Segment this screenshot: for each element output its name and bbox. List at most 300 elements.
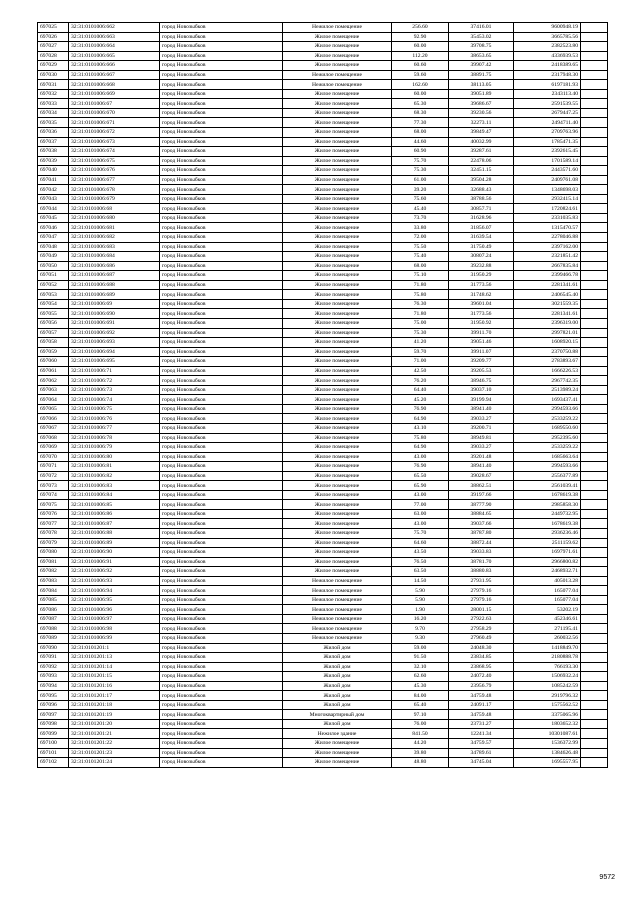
table-row [38, 586, 608, 596]
cell-unit-price: 38949.81 [449, 433, 514, 443]
cell-cadastral-number: 32:31:0101006:674 [69, 147, 160, 157]
cell-object-type: Жилое помещение [283, 443, 392, 453]
cell-cadastral-value: 2396319.00 [514, 318, 581, 328]
cell-empty [581, 309, 608, 319]
table-row [38, 385, 608, 395]
cell-cadastral-value: 2533259.22 [514, 414, 581, 424]
cell-area: 45.40 [392, 204, 449, 214]
cell-object-type: Жилое помещение [283, 166, 392, 176]
cell-object-type: Жилое помещение [283, 156, 392, 166]
cell-empty [581, 710, 608, 720]
cell-object-type: Жилое помещение [283, 404, 392, 414]
cell-cadastral-number: 32:31:0101006:669 [69, 89, 160, 99]
cell-cadastral-value: 2317948.30 [514, 70, 581, 80]
cell-cadastral-value: 405013.28 [514, 576, 581, 586]
cell-object-type: Жилое помещение [283, 99, 392, 109]
cell-area: 60.00 [392, 89, 449, 99]
cell-area: 43.00 [392, 452, 449, 462]
cell-area: 44.60 [392, 137, 449, 147]
cell-object-type: Жилой дом [283, 719, 392, 729]
cell-cadastral-value: 1678619.38 [514, 490, 581, 500]
table-row [38, 710, 608, 720]
cell-address: город Новозыбков [160, 213, 283, 223]
cell-unit-price: 34759.57 [449, 739, 514, 749]
cell-address: город Новозыбков [160, 662, 283, 672]
cell-cadastral-number: 32:31:0101006:81 [69, 462, 160, 472]
cell-area: 41.20 [392, 338, 449, 348]
table-row [38, 395, 608, 405]
cell-row-id: 697032 [38, 89, 69, 99]
cell-cadastral-value: 3665785.56 [514, 32, 581, 42]
cell-row-id: 697069 [38, 443, 69, 453]
cell-address: город Новозыбков [160, 233, 283, 243]
cell-cadastral-number: 32:31:0101201:15 [69, 672, 160, 682]
cell-address: город Новозыбков [160, 32, 283, 42]
cell-object-type: Жилой дом [283, 691, 392, 701]
cell-unit-price: 30857.71 [449, 204, 514, 214]
cell-row-id: 697057 [38, 328, 69, 338]
table-row [38, 70, 608, 80]
table-row [38, 128, 608, 138]
cell-empty [581, 691, 608, 701]
cell-row-id: 697094 [38, 681, 69, 691]
cell-area: 5.90 [392, 586, 449, 596]
cell-cadastral-value: 10301087.61 [514, 729, 581, 739]
cell-row-id: 697083 [38, 576, 69, 586]
table-row [38, 414, 608, 424]
cell-area: 76.30 [392, 299, 449, 309]
cell-address: город Новозыбков [160, 691, 283, 701]
cell-address: город Новозыбков [160, 719, 283, 729]
cell-area: 59.60 [392, 70, 449, 80]
cell-area: 73.70 [392, 213, 449, 223]
cell-address: город Новозыбков [160, 309, 283, 319]
cell-cadastral-number: 32:31:0101006:84 [69, 490, 160, 500]
cell-cadastral-value: 165077.04 [514, 595, 581, 605]
cell-object-type: Жилое помещение [283, 42, 392, 52]
cell-row-id: 697065 [38, 404, 69, 414]
cell-area: 75.10 [392, 271, 449, 281]
cell-object-type: Нежилое помещение [283, 634, 392, 644]
cell-empty [581, 318, 608, 328]
table-row [38, 452, 608, 462]
cell-cadastral-number: 32:31:0101006:76 [69, 414, 160, 424]
cell-object-type: Жилое помещение [283, 194, 392, 204]
cell-area: 75.30 [392, 166, 449, 176]
cell-area: 48.80 [392, 758, 449, 768]
cell-cadastral-value: 2180888.78 [514, 653, 581, 663]
cell-cadastral-number: 32:31:0101201:19 [69, 710, 160, 720]
cell-address: город Новозыбков [160, 99, 283, 109]
cell-unit-price: 30807.24 [449, 252, 514, 262]
cell-cadastral-number: 32:31:0101006:74 [69, 395, 160, 405]
cell-unit-price: 38862.51 [449, 481, 514, 491]
cell-cadastral-value: 2449732.95 [514, 509, 581, 519]
cell-unit-price: 35453.02 [449, 32, 514, 42]
cell-row-id: 697066 [38, 414, 69, 424]
cell-cadastral-number: 32:31:0101006:67 [69, 99, 160, 109]
cell-object-type: Жилое помещение [283, 357, 392, 367]
cell-unit-price: 40032.99 [449, 137, 514, 147]
table-row [38, 347, 608, 357]
cell-empty [581, 471, 608, 481]
table-row [38, 213, 608, 223]
cell-object-type: Жилое помещение [283, 366, 392, 376]
cell-empty [581, 280, 608, 290]
cell-cadastral-value: 1506932.24 [514, 672, 581, 682]
cell-cadastral-number: 32:31:0101006:681 [69, 223, 160, 233]
cell-row-id: 697042 [38, 185, 69, 195]
cell-area: 97.10 [392, 710, 449, 720]
cell-row-id: 697047 [38, 233, 69, 243]
cell-unit-price: 34745.04 [449, 758, 514, 768]
cell-unit-price: 31748.62 [449, 290, 514, 300]
cell-unit-price: 38777.90 [449, 500, 514, 510]
cell-unit-price: 39911.07 [449, 347, 514, 357]
table-row [38, 643, 608, 653]
cell-empty [581, 605, 608, 615]
table-row [38, 328, 608, 338]
cell-cadastral-value: 3375065.96 [514, 710, 581, 720]
cell-unit-price: 38891.75 [449, 70, 514, 80]
cell-empty [581, 739, 608, 749]
cell-object-type: Нежилое помещение [283, 70, 392, 80]
cell-cadastral-value: 2406545.40 [514, 290, 581, 300]
cell-object-type: Жилой дом [283, 681, 392, 691]
cell-cadastral-number: 32:31:0101006:80 [69, 452, 160, 462]
cell-empty [581, 261, 608, 271]
cell-unit-price: 39232.88 [449, 261, 514, 271]
cell-unit-price: 23834.85 [449, 653, 514, 663]
cell-unit-price: 38113.05 [449, 80, 514, 90]
cell-cadastral-value: 2533259.22 [514, 443, 581, 453]
cell-area: 60.60 [392, 61, 449, 71]
cell-area: 42.50 [392, 366, 449, 376]
cell-row-id: 697078 [38, 528, 69, 538]
cell-object-type: Жилое помещение [283, 500, 392, 510]
table-row [38, 739, 608, 749]
cell-row-id: 697055 [38, 309, 69, 319]
cell-address: город Новозыбков [160, 280, 283, 290]
cell-empty [581, 490, 608, 500]
cell-unit-price: 39033.27 [449, 443, 514, 453]
cell-object-type: Жилое помещение [283, 309, 392, 319]
cell-object-type: Жилое помещение [283, 32, 392, 42]
cell-cadastral-value: 2343113.40 [514, 89, 581, 99]
cell-empty [581, 32, 608, 42]
cell-empty [581, 338, 608, 348]
page-number: 9572 [599, 874, 615, 881]
cell-cadastral-number: 32:31:0101006:680 [69, 213, 160, 223]
cell-cadastral-number: 32:31:0101006:663 [69, 32, 160, 42]
cell-object-type: Жилое помещение [283, 462, 392, 472]
cell-object-type: Жилое помещение [283, 175, 392, 185]
cell-row-id: 697027 [38, 42, 69, 52]
cell-address: город Новозыбков [160, 51, 283, 61]
cell-cadastral-value: 2932415.14 [514, 194, 581, 204]
table-row [38, 758, 608, 768]
cell-address: город Новозыбков [160, 118, 283, 128]
table-row [38, 51, 608, 61]
cell-row-id: 697043 [38, 194, 69, 204]
table-row [38, 118, 608, 128]
cell-cadastral-number: 32:31:0101006:686 [69, 261, 160, 271]
cell-row-id: 697074 [38, 490, 69, 500]
cell-area: 16.20 [392, 614, 449, 624]
cell-address: город Новозыбков [160, 433, 283, 443]
cell-empty [581, 719, 608, 729]
cell-address: город Новозыбков [160, 471, 283, 481]
cell-cadastral-number: 32:31:0101201:23 [69, 748, 160, 758]
cell-unit-price: 32451.15 [449, 166, 514, 176]
cell-empty [581, 758, 608, 768]
cell-row-id: 697063 [38, 385, 69, 395]
cell-cadastral-number: 32:31:0101201:17 [69, 691, 160, 701]
cell-address: город Новозыбков [160, 414, 283, 424]
cell-unit-price: 38787.80 [449, 528, 514, 538]
registry-table [37, 22, 608, 768]
cell-area: 75.40 [392, 252, 449, 262]
cell-object-type: Жилое помещение [283, 481, 392, 491]
cell-area: 92.90 [392, 32, 449, 42]
cell-unit-price: 38781.70 [449, 557, 514, 567]
cell-cadastral-value: 2966800.82 [514, 557, 581, 567]
cell-row-id: 697051 [38, 271, 69, 281]
cell-cadastral-value: 2418389.65 [514, 61, 581, 71]
cell-object-type: Жилое помещение [283, 128, 392, 138]
cell-cadastral-number: 32:31:0101006:689 [69, 290, 160, 300]
cell-cadastral-value: 2443571.60 [514, 166, 581, 176]
cell-cadastral-value: 2997821.01 [514, 328, 581, 338]
table-row [38, 433, 608, 443]
cell-address: город Новозыбков [160, 443, 283, 453]
cell-unit-price: 12241.34 [449, 729, 514, 739]
table-row [38, 32, 608, 42]
cell-area: 64.40 [392, 385, 449, 395]
cell-address: город Новозыбков [160, 185, 283, 195]
cell-object-type: Жилое помещение [283, 414, 392, 424]
cell-area: 9.70 [392, 624, 449, 634]
cell-unit-price: 28001.15 [449, 605, 514, 615]
cell-cadastral-value: 2494711.40 [514, 118, 581, 128]
cell-address: город Новозыбков [160, 80, 283, 90]
cell-address: город Новозыбков [160, 366, 283, 376]
table-row [38, 595, 608, 605]
cell-empty [581, 433, 608, 443]
cell-unit-price: 38941.40 [449, 404, 514, 414]
cell-cadastral-value: 2278046.88 [514, 233, 581, 243]
cell-cadastral-value: 2591539.55 [514, 99, 581, 109]
cell-empty [581, 662, 608, 672]
cell-object-type: Жилое помещение [283, 223, 392, 233]
cell-cadastral-value: 1693437.41 [514, 395, 581, 405]
cell-empty [581, 672, 608, 682]
cell-row-id: 697033 [38, 99, 69, 109]
cell-address: город Новозыбков [160, 23, 283, 33]
cell-address: город Новозыбков [160, 338, 283, 348]
cell-address: город Новозыбков [160, 634, 283, 644]
cell-empty [581, 137, 608, 147]
cell-cadastral-value: 1720824.61 [514, 204, 581, 214]
cell-cadastral-number: 32:31:0101006:97 [69, 614, 160, 624]
cell-area: 59.00 [392, 643, 449, 653]
table-row [38, 23, 608, 33]
cell-cadastral-number: 32:31:0101006:90 [69, 548, 160, 558]
table-row [38, 338, 608, 348]
cell-cadastral-number: 32:31:0101006:678 [69, 185, 160, 195]
cell-cadastral-value: 766193.30 [514, 662, 581, 672]
cell-area: 64.90 [392, 443, 449, 453]
cell-object-type: Жилое помещение [283, 347, 392, 357]
cell-unit-price: 38941.40 [449, 462, 514, 472]
cell-unit-price: 31773.56 [449, 309, 514, 319]
cell-area: 65.30 [392, 99, 449, 109]
cell-empty [581, 51, 608, 61]
cell-empty [581, 23, 608, 33]
cell-address: город Новозыбков [160, 175, 283, 185]
cell-unit-price: 31950.29 [449, 271, 514, 281]
cell-empty [581, 242, 608, 252]
cell-row-id: 697040 [38, 166, 69, 176]
cell-unit-price: 39197.66 [449, 490, 514, 500]
cell-area: 43.00 [392, 490, 449, 500]
table-row [38, 443, 608, 453]
cell-address: город Новозыбков [160, 653, 283, 663]
cell-address: город Новозыбков [160, 452, 283, 462]
table-row [38, 366, 608, 376]
cell-address: город Новозыбков [160, 395, 283, 405]
cell-cadastral-number: 32:31:0101006:87 [69, 519, 160, 529]
cell-empty [581, 213, 608, 223]
cell-unit-price: 32688.43 [449, 185, 514, 195]
table-row [38, 576, 608, 586]
cell-cadastral-value: 1536372.99 [514, 739, 581, 749]
cell-row-id: 697100 [38, 739, 69, 749]
cell-object-type: Жилое помещение [283, 204, 392, 214]
cell-empty [581, 147, 608, 157]
cell-unit-price: 22478.06 [449, 156, 514, 166]
cell-cadastral-number: 32:31:0101006:675 [69, 156, 160, 166]
table-row [38, 490, 608, 500]
cell-address: город Новозыбков [160, 739, 283, 749]
table-row [38, 557, 608, 567]
cell-area: 45.20 [392, 395, 449, 405]
table-row [38, 500, 608, 510]
table-row [38, 404, 608, 414]
cell-cadastral-number: 32:31:0101006:671 [69, 118, 160, 128]
cell-object-type: Жилое помещение [283, 185, 392, 195]
cell-cadastral-value: 1803652.32 [514, 719, 581, 729]
cell-unit-price: 27979.16 [449, 595, 514, 605]
table-row [38, 634, 608, 644]
cell-empty [581, 624, 608, 634]
table-row [38, 729, 608, 739]
cell-cadastral-value: 1085242.59 [514, 681, 581, 691]
cell-cadastral-number: 32:31:0101006:691 [69, 318, 160, 328]
table-row [38, 318, 608, 328]
cell-area: 75.70 [392, 528, 449, 538]
cell-cadastral-value: 165077.04 [514, 586, 581, 596]
cell-empty [581, 166, 608, 176]
cell-object-type: Жилое помещение [283, 242, 392, 252]
cell-object-type: Жилое помещение [283, 147, 392, 157]
cell-unit-price: 24091.17 [449, 700, 514, 710]
cell-object-type: Жилое помещение [283, 290, 392, 300]
cell-empty [581, 748, 608, 758]
cell-area: 33.80 [392, 223, 449, 233]
cell-row-id: 697089 [38, 634, 69, 644]
cell-area: 76.90 [392, 462, 449, 472]
cell-area: 1.90 [392, 605, 449, 615]
cell-row-id: 697034 [38, 108, 69, 118]
cell-area: 76.20 [392, 376, 449, 386]
table-row [38, 357, 608, 367]
cell-object-type: Жилое помещение [283, 108, 392, 118]
cell-row-id: 697059 [38, 347, 69, 357]
cell-empty [581, 653, 608, 663]
cell-row-id: 697044 [38, 204, 69, 214]
cell-address: город Новозыбков [160, 61, 283, 71]
cell-cadastral-value: 1608920.15 [514, 338, 581, 348]
cell-cadastral-value: 2994593.66 [514, 462, 581, 472]
table-row [38, 605, 608, 615]
cell-area: 59.70 [392, 347, 449, 357]
cell-address: город Новозыбков [160, 509, 283, 519]
cell-area: 76.50 [392, 557, 449, 567]
cell-empty [581, 299, 608, 309]
table-row [38, 309, 608, 319]
cell-area: 68.30 [392, 108, 449, 118]
cell-cadastral-number: 32:31:0101006:85 [69, 500, 160, 510]
cell-empty [581, 643, 608, 653]
cell-address: город Новозыбков [160, 271, 283, 281]
cell-cadastral-value: 2994593.66 [514, 404, 581, 414]
cell-row-id: 697038 [38, 147, 69, 157]
table-row [38, 185, 608, 195]
cell-area: 45.30 [392, 681, 449, 691]
cell-cadastral-value: 271195.41 [514, 624, 581, 634]
cell-address: город Новозыбков [160, 299, 283, 309]
cell-cadastral-number: 32:31:0101006:75 [69, 404, 160, 414]
cell-object-type: Жилое помещение [283, 118, 392, 128]
cell-area: 64.90 [392, 414, 449, 424]
cell-address: город Новозыбков [160, 108, 283, 118]
cell-cadastral-number: 32:31:0101006:672 [69, 128, 160, 138]
cell-area: 71.80 [392, 280, 449, 290]
cell-empty [581, 233, 608, 243]
cell-address: город Новозыбков [160, 548, 283, 558]
cell-address: город Новозыбков [160, 290, 283, 300]
cell-address: город Новозыбков [160, 538, 283, 548]
cell-cadastral-value: 2919796.32 [514, 691, 581, 701]
table-row [38, 567, 608, 577]
cell-area: 60.00 [392, 42, 449, 52]
cell-row-id: 697046 [38, 223, 69, 233]
cell-cadastral-value: 260032.56 [514, 634, 581, 644]
cell-object-type: Нежилое помещение [283, 614, 392, 624]
cell-cadastral-value: 1315470.57 [514, 223, 581, 233]
table-row [38, 61, 608, 71]
table-row [38, 700, 608, 710]
cell-unit-price: 31639.54 [449, 233, 514, 243]
cell-address: город Новозыбков [160, 567, 283, 577]
cell-area: 75.80 [392, 290, 449, 300]
cell-row-id: 697052 [38, 280, 69, 290]
cell-address: город Новозыбков [160, 481, 283, 491]
cell-area: 43.00 [392, 519, 449, 529]
cell-empty [581, 519, 608, 529]
cell-unit-price: 39849.47 [449, 128, 514, 138]
